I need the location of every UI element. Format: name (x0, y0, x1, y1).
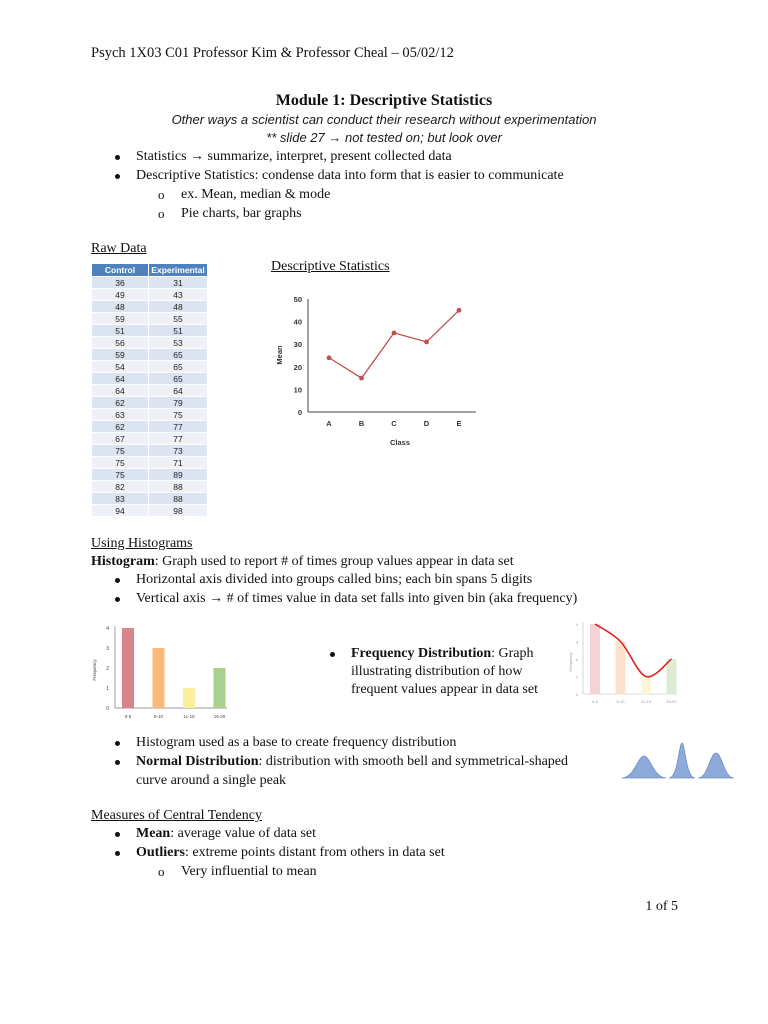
column-header-control: Control (92, 264, 149, 277)
intro-bullet-descriptive: Descriptive Statistics: condense data into form that is easier to communicate (136, 168, 564, 183)
frequency-curve (595, 624, 672, 677)
y-tick-label: 1 (106, 686, 109, 692)
frequency-distribution-line-3: frequent values appear in data set (351, 682, 538, 697)
descriptive-statistics-heading: Descriptive Statistics (271, 259, 390, 274)
experimental-cell: 98 (149, 505, 208, 517)
table-row (92, 313, 208, 325)
x-tick-label: D (423, 419, 430, 428)
normal-distribution-term: Normal Distribution (136, 754, 259, 769)
data-point (392, 331, 397, 336)
y-tick-label: 20 (293, 362, 302, 372)
control-cell: 75 (92, 469, 149, 481)
page-number: 1 of 5 (645, 899, 678, 914)
frequency-distribution-chart (567, 618, 679, 706)
control-cell: 51 (92, 325, 149, 337)
sub-bullet-marker: o (158, 206, 165, 221)
table-row (92, 349, 208, 361)
control-cell: 63 (92, 409, 149, 421)
x-tick-label: 11-15 (183, 714, 195, 719)
histogram-term: Histogram (91, 554, 155, 569)
page-title: Module 1: Descriptive Statistics (275, 92, 493, 109)
bell-curve-narrow (669, 743, 695, 778)
y-tick-label: 4 (106, 626, 109, 632)
y-tick-label: 50 (293, 295, 302, 304)
histogram-bar (153, 648, 165, 708)
table-row (92, 421, 208, 433)
histogram-definition (91, 554, 514, 570)
control-cell: 54 (92, 361, 149, 373)
table-row (92, 433, 208, 445)
control-cell: 64 (92, 373, 149, 385)
experimental-cell: 53 (149, 337, 208, 349)
x-tick-label: E (456, 419, 462, 428)
table-row (92, 373, 208, 385)
x-tick-label: A (326, 419, 332, 428)
table-row (92, 337, 208, 349)
control-cell: 75 (92, 445, 149, 457)
table-row (92, 469, 208, 481)
experimental-cell: 43 (149, 289, 208, 301)
normal-distribution-line-1: Normal Distribution: distribution with smooth bell and symmetrical-shaped (136, 754, 569, 769)
normal-distribution-curves-illustration (620, 740, 738, 782)
bullet-dot (115, 597, 120, 602)
sub-bullet-marker: o (158, 187, 165, 202)
frequency-distribution-line-1: Frequency Distribution: Graph (351, 646, 534, 661)
bell-curve-medium (698, 753, 734, 778)
x-tick-label: 0-5 (592, 699, 598, 704)
histogram-base-bullet: Histogram used as a base to create frequency distribution (136, 735, 457, 750)
y-tick-label: 10 (293, 385, 302, 395)
bullet-dot (115, 760, 120, 765)
column-header-experimental: Experimental (149, 264, 208, 277)
outliers-term: Outliers (136, 845, 185, 860)
y-tick-label: 0 (106, 706, 109, 712)
mean-term: Mean (136, 826, 171, 841)
x-tick-label: 11-15 (641, 699, 651, 704)
normal-distribution-line-2: curve around a single peak (136, 773, 287, 788)
table-row (92, 505, 208, 517)
intro-sub-mean-median-mode: ex. Mean, median & mode (181, 187, 331, 202)
histogram-bar-faded (590, 624, 600, 694)
control-cell: 67 (92, 433, 149, 445)
subtitle-line-1: Other ways a scientist can conduct their research without experimentation (171, 112, 597, 127)
experimental-cell: 79 (149, 397, 208, 409)
x-tick-label: C (391, 419, 397, 428)
data-point (359, 376, 364, 381)
frequency-distribution-line-2: illustrating distribution of how (351, 664, 523, 679)
y-tick-label: 0 (575, 692, 578, 697)
x-tick-label: B (358, 419, 365, 428)
y-axis-label: Frequency (92, 659, 97, 681)
mean-bullet: Mean: average value of data set (136, 826, 316, 841)
experimental-cell: 77 (149, 433, 208, 445)
histogram-bar-faded (667, 659, 677, 694)
table-row (92, 397, 208, 409)
x-axis-label: Class (389, 438, 411, 447)
histogram-bar-faded (616, 642, 626, 695)
data-point (424, 340, 429, 345)
control-cell: 94 (92, 505, 149, 517)
data-point (327, 355, 332, 360)
control-cell: 62 (92, 421, 149, 433)
mean-by-class-line-chart (266, 287, 488, 452)
y-tick-label: 3 (575, 639, 578, 645)
bullet-dot (115, 578, 120, 583)
bullet-dot (330, 652, 335, 657)
experimental-cell: 75 (149, 409, 208, 421)
histogram-bullet-horizontal: Horizontal axis divided into groups called bins; each bin spans 5 digits (136, 572, 533, 587)
control-cell: 82 (92, 481, 149, 493)
intro-sub-pie-bar: Pie charts, bar graphs (181, 206, 302, 221)
y-tick-label: 3 (106, 646, 109, 652)
experimental-cell: 48 (149, 301, 208, 313)
raw-data-heading: Raw Data (91, 241, 147, 256)
table-row (92, 301, 208, 313)
experimental-cell: 89 (149, 469, 208, 481)
x-tick-label: 16-20 (213, 714, 226, 719)
control-cell: 59 (92, 349, 149, 361)
histogram-bar (122, 628, 134, 708)
control-cell: 49 (92, 289, 149, 301)
histogram-bar-faded (641, 677, 651, 695)
table-row (92, 385, 208, 397)
x-tick-label: 0-5 (124, 714, 132, 719)
table-row (92, 409, 208, 421)
table-row (92, 289, 208, 301)
y-tick-label: 0 (297, 408, 302, 417)
frequency-histogram-chart (89, 620, 229, 725)
outliers-sub-influential: Very influential to mean (181, 864, 317, 879)
control-cell: 62 (92, 397, 149, 409)
table-row (92, 481, 208, 493)
bullet-dot (115, 155, 120, 160)
bullet-dot (115, 174, 120, 179)
experimental-cell: 31 (149, 277, 208, 289)
histogram-definition-text: : Graph used to report # of times group values appear in data set (154, 554, 514, 569)
subtitle-line-2: ** slide 27 → not tested on; but look over (266, 130, 502, 145)
bell-curve-wide (622, 756, 666, 778)
table-row (92, 325, 208, 337)
frequency-distribution-term: Frequency Distribution (351, 646, 492, 661)
histogram-bar (183, 688, 195, 708)
bullet-dot (115, 741, 120, 746)
y-tick-label: 1 (575, 674, 578, 680)
experimental-cell: 64 (149, 385, 208, 397)
table-row (92, 445, 208, 457)
y-tick-label: 2 (106, 666, 109, 672)
experimental-cell: 65 (149, 373, 208, 385)
raw-data-table (91, 263, 208, 517)
table-row (92, 277, 208, 289)
sub-bullet-marker: o (158, 864, 165, 879)
experimental-cell: 65 (149, 349, 208, 361)
intro-bullet-statistics: Statistics → summarize, interpret, present collected data (136, 149, 452, 164)
table-row (92, 493, 208, 505)
page-header: Psych 1X03 C01 Professor Kim & Professor Cheal – 05/02/12 (91, 45, 454, 61)
outliers-bullet: Outliers: extreme points distant from others in data set (136, 845, 445, 860)
x-tick-label: 6-10 (616, 699, 625, 704)
y-tick-label: 30 (293, 340, 302, 350)
y-tick-label: 4 (575, 622, 578, 627)
control-cell: 56 (92, 337, 149, 349)
experimental-cell: 88 (149, 493, 208, 505)
bullet-dot (115, 832, 120, 837)
experimental-cell: 77 (149, 421, 208, 433)
experimental-cell: 88 (149, 481, 208, 493)
series-line (329, 310, 459, 378)
control-cell: 48 (92, 301, 149, 313)
control-cell: 83 (92, 493, 149, 505)
y-axis-label: Frequency (568, 652, 573, 672)
table-row (92, 457, 208, 469)
control-cell: 59 (92, 313, 149, 325)
data-point (457, 308, 462, 313)
histogram-bar (214, 668, 226, 708)
experimental-cell: 55 (149, 313, 208, 325)
histograms-heading: Using Histograms (91, 536, 193, 551)
experimental-cell: 73 (149, 445, 208, 457)
x-tick-label: 16-20 (666, 699, 677, 704)
y-tick-label: 2 (575, 657, 578, 662)
control-cell: 75 (92, 457, 149, 469)
experimental-cell: 71 (149, 457, 208, 469)
histogram-bullet-vertical: Vertical axis → # of times value in data set falls into given bin (aka frequency) (136, 591, 578, 606)
control-cell: 36 (92, 277, 149, 289)
central-tendency-heading: Measures of Central Tendency (91, 808, 262, 823)
y-tick-label: 40 (293, 317, 302, 327)
control-cell: 64 (92, 385, 149, 397)
table-row (92, 361, 208, 373)
y-axis-label: Mean (275, 345, 284, 365)
x-tick-label: 6-10 (153, 714, 164, 719)
experimental-cell: 65 (149, 361, 208, 373)
experimental-cell: 51 (149, 325, 208, 337)
bullet-dot (115, 851, 120, 856)
